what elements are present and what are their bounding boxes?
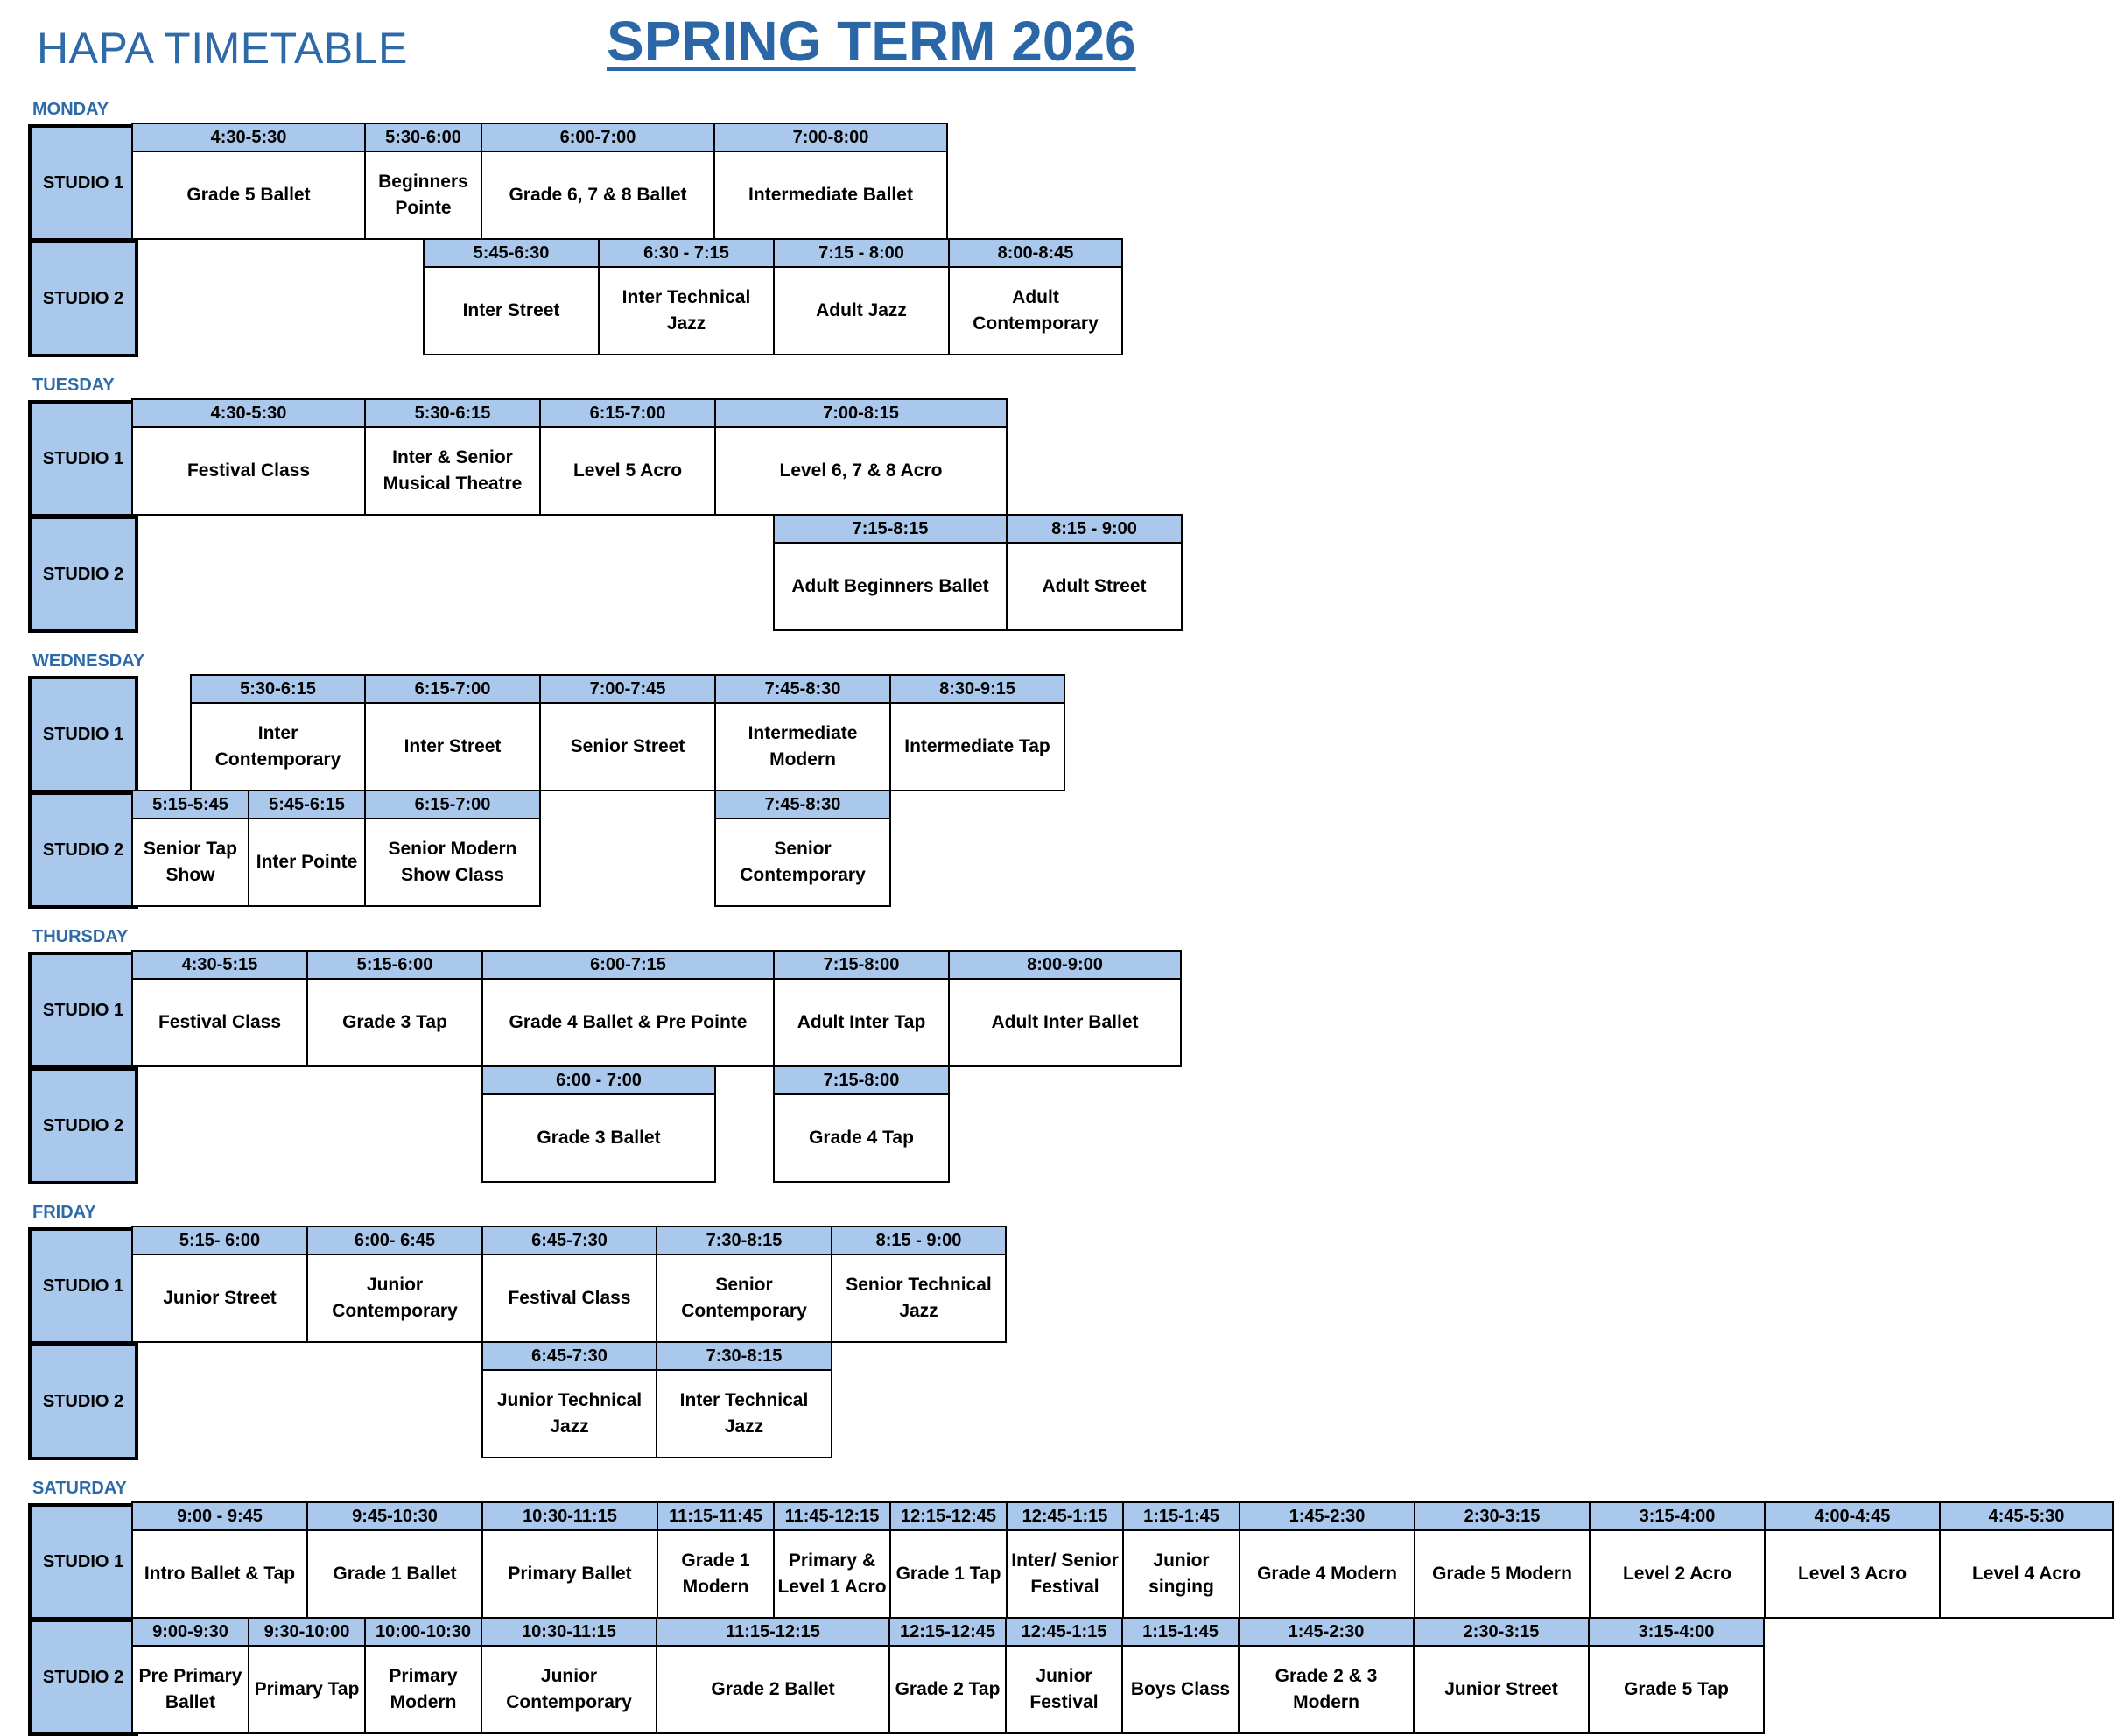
- class-name: Grade 2 Tap: [895, 1679, 1001, 1699]
- class-slot: [1764, 1501, 1941, 1619]
- class-time: 7:00-8:15: [716, 400, 1006, 428]
- page-title: HAPA TIMETABLE: [37, 24, 408, 73]
- class-name: Senior Contemporary: [681, 1275, 807, 1321]
- class-slot: [481, 1341, 657, 1458]
- class-name: Grade 5 Modern: [1432, 1564, 1572, 1584]
- class-slot: [888, 1617, 1007, 1734]
- day-label-tuesday: TUESDAY: [32, 376, 115, 395]
- class-slot: [656, 1341, 832, 1458]
- term-title: SPRING TERM 2026: [607, 10, 1136, 73]
- studio-label-friday-2: STUDIO 2: [28, 1343, 138, 1460]
- class-time: 6:15-7:00: [366, 791, 539, 819]
- class-slot: [131, 398, 366, 516]
- class-slot: [1239, 1501, 1415, 1619]
- class-time: 12:45-1:15: [1008, 1503, 1122, 1531]
- class-name: Intermediate Ballet: [748, 185, 913, 205]
- class-time: 1:45-2:30: [1240, 1619, 1413, 1647]
- class-time: 1:15-1:45: [1123, 1619, 1238, 1647]
- class-name: Level 6, 7 & 8 Acro: [779, 460, 943, 481]
- class-time: 3:15-4:00: [1590, 1619, 1763, 1647]
- class-time: 5:45-6:30: [425, 240, 598, 268]
- class-time: 9:00 - 9:45: [133, 1503, 306, 1531]
- class-slot: [131, 950, 308, 1067]
- class-slot: [714, 398, 1008, 516]
- class-time: 1:45-2:30: [1240, 1503, 1414, 1531]
- class-name: Grade 5 Ballet: [186, 185, 311, 205]
- class-name: Grade 1 Tap: [895, 1564, 1001, 1584]
- class-time: 10:30-11:15: [482, 1619, 656, 1647]
- class-time: 11:45-12:15: [775, 1503, 889, 1531]
- class-name: Grade 1 Ballet: [333, 1564, 457, 1584]
- class-time: 7:00-7:45: [541, 676, 714, 704]
- class-time: 4:30-5:30: [133, 400, 364, 428]
- class-time: 7:15 - 8:00: [775, 240, 948, 268]
- class-name: Inter Technical Jazz: [679, 1390, 809, 1437]
- class-time: 12:15-12:45: [891, 1503, 1006, 1531]
- class-time: 6:30 - 7:15: [600, 240, 773, 268]
- class-time: 7:15-8:00: [775, 952, 948, 980]
- class-slot: [364, 1617, 482, 1734]
- studio-label-tuesday-1: STUDIO 1: [28, 400, 138, 517]
- class-name: Level 4 Acro: [1971, 1564, 2082, 1584]
- class-time: 5:45-6:15: [249, 791, 364, 819]
- class-slot: [1588, 1617, 1765, 1734]
- class-name: Junior Technical Jazz: [496, 1390, 643, 1437]
- class-name: Grade 2 & 3 Modern: [1275, 1666, 1378, 1712]
- class-slot: [539, 398, 716, 516]
- class-slot: [481, 1226, 657, 1343]
- class-slot: [657, 1501, 775, 1619]
- class-slot: [713, 123, 948, 240]
- class-name: Senior Modern Show Class: [388, 839, 517, 885]
- class-time: 12:45-1:15: [1007, 1619, 1121, 1647]
- class-name: Level 5 Acro: [572, 460, 683, 481]
- class-time: 6:15-7:00: [366, 676, 539, 704]
- class-name: Grade 5 Tap: [1624, 1679, 1729, 1699]
- class-slot: [889, 1501, 1008, 1619]
- class-slot: [1238, 1617, 1415, 1734]
- class-slot: [598, 238, 775, 355]
- class-slot: [1005, 1617, 1123, 1734]
- class-time: 6:15-7:00: [541, 400, 714, 428]
- studio-label-monday-2: STUDIO 2: [28, 240, 138, 357]
- day-label-monday: MONDAY: [32, 100, 109, 119]
- class-name: Junior Street: [1444, 1679, 1558, 1699]
- class-time: 8:30-9:15: [891, 676, 1064, 704]
- class-time: 4:00-4:45: [1766, 1503, 1939, 1531]
- class-name: Grade 4 Modern: [1257, 1564, 1397, 1584]
- class-slot: [131, 1501, 308, 1619]
- class-slot: [423, 238, 600, 355]
- class-slot: [1589, 1501, 1766, 1619]
- class-time: 12:15-12:45: [890, 1619, 1005, 1647]
- class-name: Inter Street: [462, 300, 560, 320]
- class-slot: [948, 950, 1182, 1067]
- studio-label-friday-1: STUDIO 1: [28, 1227, 138, 1345]
- class-name: Intro Ballet & Tap: [144, 1564, 296, 1584]
- class-time: 11:15-12:15: [657, 1619, 888, 1647]
- class-time: 10:30-11:15: [483, 1503, 657, 1531]
- class-time: 11:15-11:45: [658, 1503, 773, 1531]
- class-name: Intermediate Modern: [748, 723, 858, 770]
- class-slot: [773, 1501, 891, 1619]
- class-slot: [714, 790, 891, 907]
- class-name: Level 3 Acro: [1797, 1564, 1907, 1584]
- studio-label-thursday-2: STUDIO 2: [28, 1067, 138, 1184]
- class-slot: [773, 1065, 950, 1183]
- class-time: 7:15-8:00: [775, 1067, 948, 1095]
- class-slot: [248, 790, 366, 907]
- class-name: Pre Primary Ballet: [138, 1666, 242, 1712]
- class-slot: [481, 1617, 657, 1734]
- class-time: 5:15-5:45: [133, 791, 248, 819]
- class-name: Inter Contemporary: [214, 723, 341, 770]
- class-slot: [131, 1617, 249, 1734]
- class-time: 6:00-7:00: [482, 124, 713, 152]
- class-slot: [1006, 1501, 1124, 1619]
- class-time: 8:00-9:00: [950, 952, 1180, 980]
- class-slot: [131, 123, 366, 240]
- class-slot: [306, 1226, 483, 1343]
- class-name: Grade 1 Modern: [681, 1550, 750, 1597]
- class-name: Grade 4 Ballet & Pre Pointe: [509, 1012, 748, 1032]
- class-time: 5:15-6:00: [308, 952, 481, 980]
- class-name: Junior singing: [1148, 1550, 1214, 1597]
- day-label-saturday: SATURDAY: [32, 1479, 127, 1498]
- class-name: Grade 6, 7 & 8 Ballet: [509, 185, 687, 205]
- class-slot: [539, 674, 716, 791]
- class-slot: [1413, 1617, 1590, 1734]
- class-name: Primary Ballet: [508, 1564, 632, 1584]
- day-label-thursday: THURSDAY: [32, 927, 129, 946]
- class-time: 1:15-1:45: [1124, 1503, 1239, 1531]
- class-name: Senior Technical Jazz: [846, 1275, 992, 1321]
- class-name: Festival Class: [158, 1012, 282, 1032]
- class-time: 10:00-10:30: [366, 1619, 481, 1647]
- class-time: 5:30-6:15: [192, 676, 364, 704]
- class-time: 7:45-8:30: [716, 676, 889, 704]
- class-time: 4:30-5:15: [133, 952, 306, 980]
- class-time: 8:00-8:45: [950, 240, 1121, 268]
- class-time: 6:45-7:30: [483, 1343, 656, 1371]
- class-time: 5:30-6:15: [366, 400, 539, 428]
- class-time: 8:15 - 9:00: [832, 1227, 1005, 1255]
- class-slot: [131, 1226, 308, 1343]
- class-slot: [364, 123, 482, 240]
- class-time: 8:15 - 9:00: [1008, 516, 1181, 544]
- studio-label-saturday-1: STUDIO 1: [28, 1503, 138, 1620]
- class-slot: [481, 950, 775, 1067]
- class-name: Boys Class: [1130, 1679, 1231, 1699]
- class-time: 9:45-10:30: [308, 1503, 481, 1531]
- studio-label-wednesday-1: STUDIO 1: [28, 676, 138, 793]
- class-time: 9:30-10:00: [249, 1619, 364, 1647]
- class-slot: [889, 674, 1065, 791]
- class-name: Senior Street: [570, 736, 685, 756]
- class-name: Beginners Pointe: [378, 172, 468, 218]
- class-slot: [714, 674, 891, 791]
- class-name: Junior Street: [163, 1288, 277, 1308]
- day-label-wednesday: WEDNESDAY: [32, 651, 145, 671]
- class-time: 7:45-8:30: [716, 791, 889, 819]
- class-time: 6:00 - 7:00: [483, 1067, 714, 1095]
- class-time: 5:15- 6:00: [133, 1227, 306, 1255]
- class-name: Grade 4 Tap: [809, 1128, 914, 1148]
- studio-label-saturday-2: STUDIO 2: [28, 1619, 138, 1736]
- class-name: Primary & Level 1 Acro: [777, 1550, 887, 1597]
- class-slot: [831, 1226, 1007, 1343]
- class-name: Grade 3 Ballet: [537, 1128, 661, 1148]
- class-name: Primary Tap: [254, 1679, 360, 1699]
- class-slot: [1121, 1617, 1240, 1734]
- class-name: Primary Modern: [389, 1666, 458, 1712]
- class-time: 7:30-8:15: [657, 1343, 831, 1371]
- studio-label-monday-1: STUDIO 1: [28, 124, 138, 242]
- class-slot: [190, 674, 366, 791]
- class-time: 4:30-5:30: [133, 124, 364, 152]
- class-time: 4:45-5:30: [1941, 1503, 2112, 1531]
- class-slot: [481, 1065, 716, 1183]
- class-time: 9:00-9:30: [133, 1619, 248, 1647]
- class-name: Junior Contemporary: [506, 1666, 632, 1712]
- class-name: Adult Jazz: [816, 300, 907, 320]
- class-name: Senior Tap Show: [144, 839, 237, 885]
- class-name: Level 2 Acro: [1622, 1564, 1732, 1584]
- class-slot: [656, 1226, 832, 1343]
- class-slot: [1414, 1501, 1591, 1619]
- class-name: Festival Class: [508, 1288, 631, 1308]
- class-time: 7:30-8:15: [657, 1227, 831, 1255]
- class-name: Inter Pointe: [256, 852, 358, 872]
- class-name: Adult Inter Ballet: [991, 1012, 1139, 1032]
- day-label-friday: FRIDAY: [32, 1203, 96, 1222]
- class-name: Intermediate Tap: [904, 736, 1050, 756]
- class-name: Grade 3 Tap: [342, 1012, 447, 1032]
- class-slot: [773, 514, 1008, 631]
- class-name: Grade 2 Ballet: [711, 1679, 835, 1699]
- class-slot: [248, 1617, 366, 1734]
- studio-label-thursday-1: STUDIO 1: [28, 952, 138, 1069]
- class-name: Inter & Senior Musical Theatre: [383, 447, 523, 494]
- class-slot: [481, 123, 715, 240]
- class-name: Adult Contemporary: [973, 287, 1099, 334]
- class-slot: [948, 238, 1123, 355]
- class-slot: [481, 1501, 658, 1619]
- class-time: 6:00-7:15: [483, 952, 773, 980]
- class-time: 6:45-7:30: [483, 1227, 656, 1255]
- class-time: 5:30-6:00: [366, 124, 481, 152]
- class-slot: [364, 674, 541, 791]
- class-time: 3:15-4:00: [1591, 1503, 1764, 1531]
- class-slot: [1939, 1501, 2114, 1619]
- class-slot: [1006, 514, 1183, 631]
- class-slot: [364, 790, 541, 907]
- class-time: 2:30-3:15: [1415, 1619, 1588, 1647]
- class-name: Inter/ Senior Festival: [1011, 1550, 1119, 1597]
- class-slot: [131, 790, 249, 907]
- class-name: Senior Contemporary: [740, 839, 866, 885]
- class-time: 2:30-3:15: [1415, 1503, 1589, 1531]
- class-slot: [656, 1617, 890, 1734]
- class-name: Adult Street: [1042, 576, 1147, 596]
- studio-label-wednesday-2: STUDIO 2: [28, 791, 138, 909]
- class-slot: [1122, 1501, 1240, 1619]
- class-slot: [773, 950, 950, 1067]
- class-name: Adult Inter Tap: [797, 1012, 926, 1032]
- class-slot: [306, 950, 483, 1067]
- class-time: 7:00-8:00: [715, 124, 946, 152]
- class-time: 6:00- 6:45: [308, 1227, 481, 1255]
- studio-label-tuesday-2: STUDIO 2: [28, 516, 138, 633]
- class-slot: [364, 398, 541, 516]
- class-slot: [773, 238, 950, 355]
- class-name: Junior Festival: [1029, 1666, 1099, 1712]
- class-name: Inter Technical Jazz: [622, 287, 751, 334]
- class-slot: [306, 1501, 483, 1619]
- class-name: Adult Beginners Ballet: [791, 576, 989, 596]
- class-name: Festival Class: [186, 460, 311, 481]
- class-name: Junior Contemporary: [332, 1275, 458, 1321]
- class-time: 7:15-8:15: [775, 516, 1006, 544]
- class-name: Inter Street: [404, 736, 502, 756]
